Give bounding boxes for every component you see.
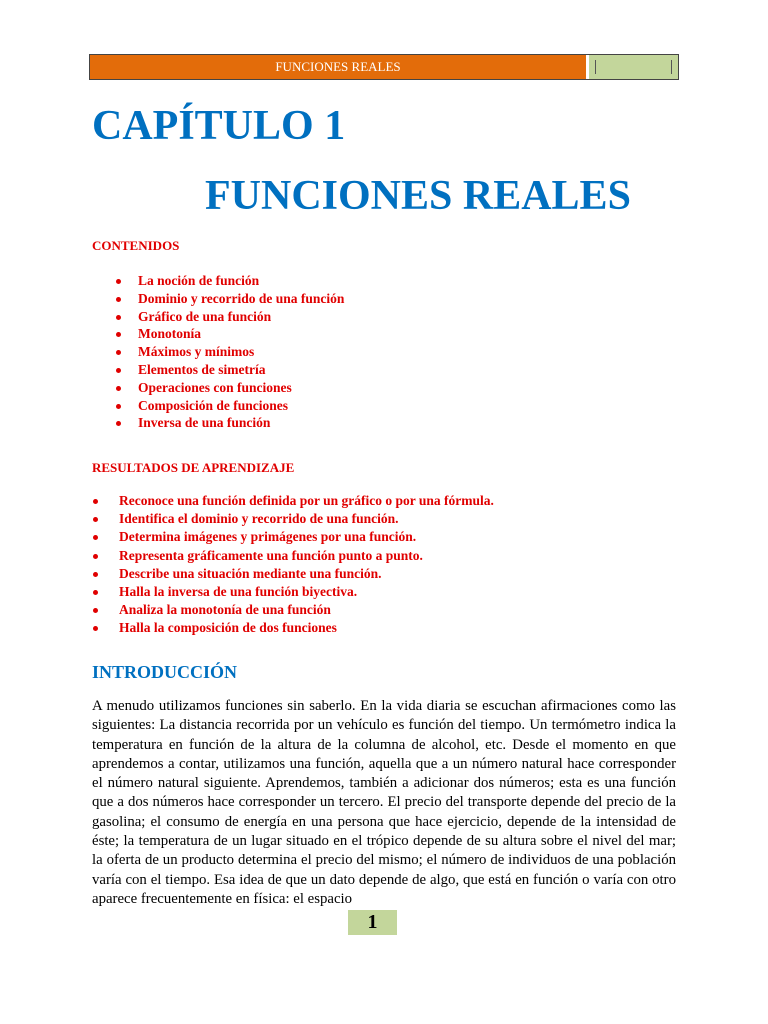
- header-divider-right: [671, 60, 672, 74]
- bullet-icon: [93, 535, 98, 540]
- contents-item-text: Composición de funciones: [138, 397, 289, 413]
- results-item-text: Representa gráficamente una función punto a punto.: [119, 547, 423, 563]
- results-item: [119, 565, 494, 583]
- results-item-text: Identifica el dominio y recorrido de una función.: [119, 511, 399, 527]
- contents-item: [138, 361, 344, 379]
- contents-item-text: Inversa de una función: [138, 415, 271, 431]
- bullet-icon: [93, 517, 98, 522]
- running-header-accent: [589, 55, 678, 79]
- bullet-icon: [93, 499, 98, 504]
- contents-item-text: Elementos de simetría: [138, 361, 266, 377]
- running-header-title: FUNCIONES REALES: [90, 55, 586, 79]
- page-number: 1: [348, 910, 397, 935]
- results-item: [119, 510, 494, 528]
- running-header: [89, 54, 679, 80]
- chapter-label: CAPÍTULO 1: [92, 103, 346, 149]
- results-item: [119, 547, 494, 565]
- contents-heading: CONTENIDOS: [92, 238, 180, 253]
- results-item-text: Halla la inversa de una función biyectiva.: [119, 583, 358, 599]
- introduction-heading: INTRODUCCIÓN: [92, 662, 238, 682]
- contents-item-text: Gráfico de una función: [138, 308, 272, 324]
- contents-item-text: Monotonía: [138, 326, 202, 342]
- bullet-icon: [116, 315, 121, 320]
- results-item-text: Describe una situación mediante una función.: [119, 565, 382, 581]
- bullet-icon: [93, 554, 98, 559]
- results-item-text: Halla la composición de dos funciones: [119, 620, 337, 636]
- results-list: [119, 492, 494, 638]
- contents-item-text: La noción de función: [138, 273, 260, 288]
- results-item: [119, 601, 494, 619]
- bullet-icon: [116, 297, 121, 302]
- contents-item-text: Máximos y mínimos: [138, 344, 255, 360]
- contents-item: [138, 379, 344, 397]
- bullet-icon: [116, 368, 121, 373]
- contents-item-text: Dominio y recorrido de una función: [138, 290, 345, 306]
- contents-item: [138, 272, 344, 290]
- results-item: [119, 619, 494, 637]
- bullet-icon: [116, 350, 121, 355]
- results-item: [119, 492, 494, 510]
- results-item: [119, 583, 494, 601]
- bullet-icon: [116, 279, 121, 284]
- results-heading: RESULTADOS DE APRENDIZAJE: [92, 460, 295, 475]
- contents-item: [138, 343, 344, 361]
- results-item: [119, 528, 494, 546]
- results-item-text: Determina imágenes y primágenes por una función.: [119, 529, 417, 545]
- contents-item: [138, 308, 344, 326]
- results-item-text: Analiza la monotonía de una función: [119, 602, 331, 618]
- contents-item: [138, 414, 344, 432]
- bullet-icon: [93, 590, 98, 595]
- bullet-icon: [116, 386, 121, 391]
- introduction-paragraph: A menudo utilizamos funciones sin saberlo. En la vida diaria se escuchan afirmaciones como las siguientes: La distancia recorrida por un vehículo es función del tiempo. Un termómetro indica la temperatura en función de la altura de la columna de alcohol, etc. Desde el momento en que aprendemos a contar, utilizamos una función, aquella que a un número natural hace corresponder el número natural siguiente. Aprendemos, también a adicionar dos números; esta es una función que a dos números hace corresponder un tercero. El precio del transporte depende del precio de la gasolina; el consumo de energía en una persona que hace ejercicio, depende de la intensidad de éste; la temperatura de un lugar situado en el trópico depende de su altura sobre el nivel del mar; la oferta de un producto determina el precio del mismo; el número de individuos de una población varía con el tiempo. Esa idea de que un dato depende de algo, que está en función o varía con otro aparece frecuentemente en física: el espacio: [92, 698, 676, 907]
- contents-item: [138, 397, 344, 415]
- contents-item: [138, 325, 344, 343]
- bullet-icon: [116, 404, 121, 409]
- contents-item: [138, 290, 344, 308]
- bullet-icon: [93, 572, 98, 577]
- contents-list: [138, 272, 344, 432]
- header-divider-left: [595, 60, 596, 74]
- bullet-icon: [93, 626, 98, 631]
- bullet-icon: [93, 608, 98, 613]
- results-item-text: Reconoce una función definida por un gráfico o por una fórmula.: [119, 493, 494, 508]
- bullet-icon: [116, 332, 121, 337]
- contents-item-text: Operaciones con funciones: [138, 379, 292, 395]
- chapter-title: FUNCIONES REALES: [205, 173, 631, 219]
- bullet-icon: [116, 421, 121, 426]
